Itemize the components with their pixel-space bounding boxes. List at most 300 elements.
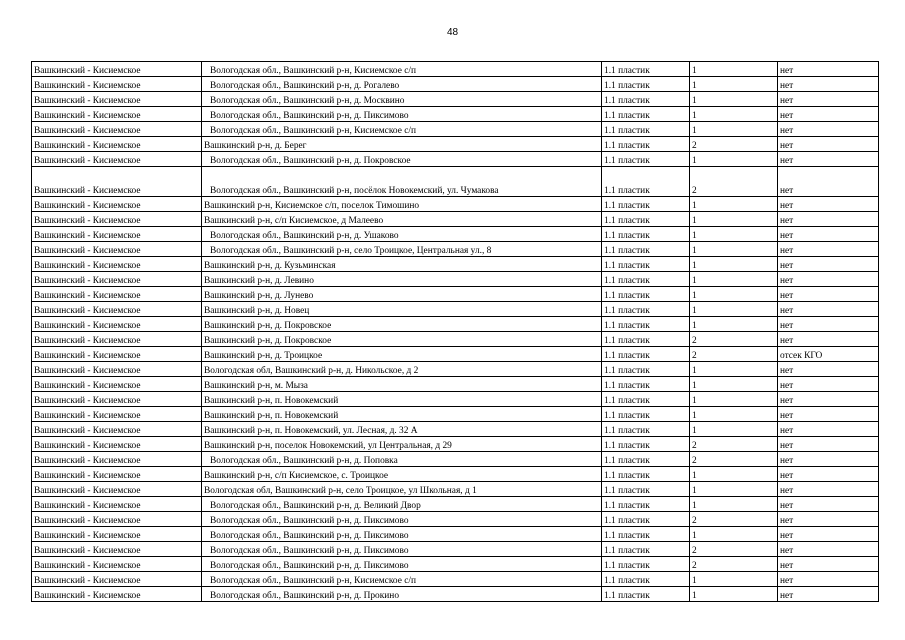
kgo-cell: [778, 407, 879, 422]
container-type-cell: [602, 287, 690, 302]
table-row: [32, 332, 879, 347]
address-cell: [202, 347, 602, 362]
container-count-cell: [690, 467, 778, 482]
district-text: Вашкинский - Кисиемское: [34, 111, 141, 121]
kgo-cell: [778, 212, 879, 227]
district-cell: [32, 197, 202, 212]
container-count-text: 1: [692, 261, 697, 271]
container-count-cell: [690, 122, 778, 137]
container-count-cell: [690, 257, 778, 272]
address-text: Вологодская обл., Вашкинский р-н, д. Москвино: [210, 96, 405, 106]
container-count-cell: [690, 152, 778, 167]
container-count-text: 1: [692, 81, 697, 91]
table-row: [32, 512, 879, 527]
district-cell: [32, 272, 202, 287]
district-text: Вашкинский - Кисиемское: [34, 81, 141, 91]
district-cell: [32, 437, 202, 452]
district-text: Вашкинский - Кисиемское: [34, 456, 141, 466]
container-count-cell: [690, 527, 778, 542]
kgo-cell: [778, 482, 879, 497]
district-text: Вашкинский - Кисиемское: [34, 201, 141, 211]
container-count-text: 1: [692, 381, 697, 391]
district-cell: [32, 62, 202, 77]
district-cell: [32, 512, 202, 527]
container-type-cell: [602, 317, 690, 332]
container-count-cell: [690, 227, 778, 242]
container-count-text: 2: [692, 441, 697, 451]
kgo-cell: [778, 467, 879, 482]
district-cell: [32, 377, 202, 392]
container-type-text: 1.1 пластик: [604, 441, 650, 451]
container-count-text: 1: [692, 111, 697, 121]
district-cell: [32, 482, 202, 497]
district-text: Вашкинский - Кисиемское: [34, 471, 141, 481]
container-type-cell: [602, 212, 690, 227]
district-text: Вашкинский - Кисиемское: [34, 321, 141, 331]
kgo-text: нет: [780, 156, 794, 166]
kgo-text: нет: [780, 126, 794, 136]
container-count-cell: [690, 452, 778, 467]
container-type-cell: [602, 332, 690, 347]
container-count-cell: [690, 332, 778, 347]
kgo-cell: [778, 272, 879, 287]
container-type-cell: [602, 62, 690, 77]
kgo-cell: [778, 317, 879, 332]
page-number: 48: [446, 27, 459, 38]
kgo-text: нет: [780, 531, 794, 541]
address-text: Вологодская обл., Вашкинский р-н, д. Великий Двор: [210, 501, 421, 511]
container-count-text: 1: [692, 576, 697, 586]
address-text: Вологодская обл., Вашкинский р-н, д. Пиксимово: [210, 546, 409, 556]
district-cell: [32, 572, 202, 587]
kgo-text: нет: [780, 546, 794, 556]
address-cell: [202, 167, 602, 197]
container-type-cell: [602, 347, 690, 362]
container-type-text: 1.1 пластик: [604, 186, 650, 196]
container-count-text: 2: [692, 351, 697, 361]
district-text: Вашкинский - Кисиемское: [34, 531, 141, 541]
container-count-text: 1: [692, 306, 697, 316]
address-cell: [202, 332, 602, 347]
address-cell: [202, 257, 602, 272]
container-type-cell: [602, 437, 690, 452]
container-count-text: 1: [692, 156, 697, 166]
table-row: [32, 557, 879, 572]
container-count-text: 1: [692, 201, 697, 211]
kgo-cell: [778, 227, 879, 242]
district-cell: [32, 257, 202, 272]
district-text: Вашкинский - Кисиемское: [34, 516, 141, 526]
district-cell: [32, 527, 202, 542]
container-type-cell: [602, 137, 690, 152]
table-row: [32, 137, 879, 152]
table-row: [32, 242, 879, 257]
container-type-cell: [602, 572, 690, 587]
container-count-text: 1: [692, 276, 697, 286]
district-cell: [32, 77, 202, 92]
kgo-text: нет: [780, 201, 794, 211]
kgo-text: нет: [780, 96, 794, 106]
kgo-cell: [778, 452, 879, 467]
address-text: Вологодская обл., Вашкинский р-н, д. Пиксимово: [210, 111, 409, 121]
district-text: Вашкинский - Кисиемское: [34, 276, 141, 286]
container-type-text: 1.1 пластик: [604, 141, 650, 151]
container-type-text: 1.1 пластик: [604, 201, 650, 211]
address-text: Вашкинский р-н, д. Покровское: [204, 336, 332, 346]
container-type-cell: [602, 362, 690, 377]
district-cell: [32, 347, 202, 362]
container-type-cell: [602, 242, 690, 257]
container-type-text: 1.1 пластик: [604, 351, 650, 361]
kgo-text: нет: [780, 216, 794, 226]
container-count-text: 1: [692, 291, 697, 301]
container-type-cell: [602, 482, 690, 497]
district-cell: [32, 452, 202, 467]
container-type-text: 1.1 пластик: [604, 321, 650, 331]
district-text: Вашкинский - Кисиемское: [34, 96, 141, 106]
container-sites-table: [31, 61, 879, 602]
kgo-cell: [778, 422, 879, 437]
container-count-text: 2: [692, 456, 697, 466]
kgo-text: нет: [780, 231, 794, 241]
district-text: Вашкинский - Кисиемское: [34, 336, 141, 346]
container-type-cell: [602, 92, 690, 107]
district-text: Вашкинский - Кисиемское: [34, 546, 141, 556]
container-type-text: 1.1 пластик: [604, 81, 650, 91]
kgo-cell: [778, 437, 879, 452]
kgo-text: нет: [780, 501, 794, 511]
container-count-cell: [690, 557, 778, 572]
kgo-cell: [778, 527, 879, 542]
container-type-text: 1.1 пластик: [604, 276, 650, 286]
kgo-cell: [778, 572, 879, 587]
container-type-cell: [602, 77, 690, 92]
table-row: [32, 392, 879, 407]
kgo-text: нет: [780, 471, 794, 481]
table-row: [32, 587, 879, 602]
container-type-cell: [602, 392, 690, 407]
district-text: Вашкинский - Кисиемское: [34, 501, 141, 511]
district-cell: [32, 152, 202, 167]
district-cell: [32, 467, 202, 482]
district-cell: [32, 587, 202, 602]
container-count-text: 1: [692, 126, 697, 136]
container-type-text: 1.1 пластик: [604, 531, 650, 541]
container-count-text: 2: [692, 141, 697, 151]
address-cell: [202, 272, 602, 287]
container-type-cell: [602, 587, 690, 602]
container-count-cell: [690, 137, 778, 152]
container-count-cell: [690, 482, 778, 497]
address-cell: [202, 542, 602, 557]
address-text: Вологодская обл., Вашкинский р-н, д. Рогалево: [210, 81, 400, 91]
container-count-cell: [690, 197, 778, 212]
address-text: Вашкинский р-н, д. Троицкое: [204, 351, 323, 361]
address-cell: [202, 92, 602, 107]
kgo-text: нет: [780, 441, 794, 451]
kgo-text: нет: [780, 411, 794, 421]
address-text: Вашкинский р-н, п. Новокемский: [204, 411, 339, 421]
container-count-cell: [690, 212, 778, 227]
address-cell: [202, 482, 602, 497]
district-cell: [32, 362, 202, 377]
container-type-text: 1.1 пластик: [604, 96, 650, 106]
kgo-text: нет: [780, 306, 794, 316]
kgo-cell: [778, 137, 879, 152]
address-text: Вологодская обл., Вашкинский р-н, село Троицкое, Центральная ул., 8: [210, 246, 492, 256]
table-row: [32, 437, 879, 452]
container-count-text: 1: [692, 531, 697, 541]
kgo-cell: [778, 392, 879, 407]
district-cell: [32, 497, 202, 512]
kgo-cell: [778, 287, 879, 302]
container-type-cell: [602, 197, 690, 212]
container-type-cell: [602, 422, 690, 437]
district-text: Вашкинский - Кисиемское: [34, 141, 141, 151]
container-count-cell: [690, 107, 778, 122]
container-type-text: 1.1 пластик: [604, 231, 650, 241]
kgo-cell: [778, 302, 879, 317]
container-type-cell: [602, 497, 690, 512]
address-text: Вашкинский р-н, д. Кузьминская: [204, 261, 336, 271]
container-count-text: 1: [692, 501, 697, 511]
container-type-text: 1.1 пластик: [604, 456, 650, 466]
district-text: Вашкинский - Кисиемское: [34, 216, 141, 226]
district-text: Вашкинский - Кисиемское: [34, 231, 141, 241]
container-count-cell: [690, 587, 778, 602]
kgo-text: нет: [780, 291, 794, 301]
district-text: Вашкинский - Кисиемское: [34, 561, 141, 571]
district-text: Вашкинский - Кисиемское: [34, 156, 141, 166]
container-type-text: 1.1 пластик: [604, 336, 650, 346]
table-body: [32, 62, 879, 602]
kgo-cell: [778, 242, 879, 257]
district-cell: [32, 317, 202, 332]
container-type-cell: [602, 257, 690, 272]
district-text: Вашкинский - Кисиемское: [34, 126, 141, 136]
container-count-cell: [690, 392, 778, 407]
container-count-cell: [690, 362, 778, 377]
address-text: Вашкинский р-н, д. Берег: [204, 141, 307, 151]
container-count-text: 1: [692, 426, 697, 436]
container-count-cell: [690, 92, 778, 107]
district-text: Вашкинский - Кисиемское: [34, 246, 141, 256]
container-count-text: 2: [692, 561, 697, 571]
address-text: Вологодская обл., Вашкинский р-н, д. Пиксимово: [210, 561, 409, 571]
district-text: Вашкинский - Кисиемское: [34, 306, 141, 316]
address-cell: [202, 287, 602, 302]
district-text: Вашкинский - Кисиемское: [34, 186, 141, 196]
kgo-text: нет: [780, 276, 794, 286]
table-row: [32, 527, 879, 542]
address-cell: [202, 497, 602, 512]
container-type-cell: [602, 272, 690, 287]
address-text: Вологодская обл., Вашкинский р-н, Кисиемское с/п: [210, 126, 417, 136]
kgo-cell: [778, 557, 879, 572]
kgo-cell: [778, 167, 879, 197]
container-type-text: 1.1 пластик: [604, 426, 650, 436]
container-type-cell: [602, 407, 690, 422]
address-text: Вологодская обл., Вашкинский р-н, Кисиемское с/п: [210, 66, 417, 76]
container-type-text: 1.1 пластик: [604, 261, 650, 271]
district-text: Вашкинский - Кисиемское: [34, 441, 141, 451]
container-count-cell: [690, 347, 778, 362]
kgo-text: нет: [780, 516, 794, 526]
container-type-cell: [602, 542, 690, 557]
address-text: Вологодская обл., Вашкинский р-н, д. Покровское: [210, 156, 411, 166]
address-cell: [202, 152, 602, 167]
container-type-text: 1.1 пластик: [604, 486, 650, 496]
district-cell: [32, 287, 202, 302]
container-type-cell: [602, 377, 690, 392]
address-text: Вологодская обл., Вашкинский р-н, д. Ушаково: [210, 231, 399, 241]
table-row: [32, 227, 879, 242]
container-count-text: 1: [692, 366, 697, 376]
container-type-text: 1.1 пластик: [604, 576, 650, 586]
table-row: [32, 152, 879, 167]
address-cell: [202, 407, 602, 422]
kgo-cell: [778, 347, 879, 362]
kgo-text: нет: [780, 321, 794, 331]
address-cell: [202, 437, 602, 452]
address-text: Вашкинский р-н, п. Новокемский, ул. Лесная, д. 32 А: [204, 426, 418, 436]
address-cell: [202, 467, 602, 482]
container-type-text: 1.1 пластик: [604, 66, 650, 76]
table-row: [32, 422, 879, 437]
address-text: Вологодская обл., Вашкинский р-н, посёлок Новокемский, ул. Чумакова: [210, 186, 499, 196]
container-count-cell: [690, 77, 778, 92]
container-type-text: 1.1 пластик: [604, 306, 650, 316]
kgo-text: нет: [780, 186, 794, 196]
district-cell: [32, 212, 202, 227]
kgo-text: нет: [780, 486, 794, 496]
table-row: [32, 302, 879, 317]
container-type-text: 1.1 пластик: [604, 381, 650, 391]
container-count-text: 2: [692, 186, 697, 196]
container-count-cell: [690, 302, 778, 317]
container-count-text: 1: [692, 321, 697, 331]
address-text: Вашкинский р-н, д. Левино: [204, 276, 314, 286]
kgo-cell: [778, 77, 879, 92]
table-row: [32, 407, 879, 422]
kgo-text: нет: [780, 426, 794, 436]
container-type-cell: [602, 527, 690, 542]
container-type-text: 1.1 пластик: [604, 591, 650, 601]
kgo-cell: [778, 377, 879, 392]
container-type-cell: [602, 467, 690, 482]
kgo-text: нет: [780, 66, 794, 76]
container-type-text: 1.1 пластик: [604, 471, 650, 481]
container-type-text: 1.1 пластик: [604, 156, 650, 166]
kgo-text: нет: [780, 591, 794, 601]
address-cell: [202, 197, 602, 212]
table-row: [32, 497, 879, 512]
table-row: [32, 167, 879, 197]
district-text: Вашкинский - Кисиемское: [34, 486, 141, 496]
container-count-cell: [690, 572, 778, 587]
container-type-cell: [602, 152, 690, 167]
address-text: Вологодская обл., Вашкинский р-н, д. Прокино: [210, 591, 400, 601]
container-count-cell: [690, 377, 778, 392]
district-cell: [32, 407, 202, 422]
district-text: Вашкинский - Кисиемское: [34, 66, 141, 76]
container-count-cell: [690, 497, 778, 512]
district-text: Вашкинский - Кисиемское: [34, 426, 141, 436]
container-count-text: 1: [692, 471, 697, 481]
address-text: Вашкинский р-н, Кисиемское с/п, поселок Тимошино: [204, 201, 420, 211]
address-cell: [202, 527, 602, 542]
kgo-cell: [778, 62, 879, 77]
table-row: [32, 452, 879, 467]
container-type-cell: [602, 167, 690, 197]
district-text: Вашкинский - Кисиемское: [34, 576, 141, 586]
kgo-text: нет: [780, 396, 794, 406]
container-type-text: 1.1 пластик: [604, 516, 650, 526]
district-text: Вашкинский - Кисиемское: [34, 591, 141, 601]
district-cell: [32, 542, 202, 557]
address-cell: [202, 572, 602, 587]
kgo-cell: [778, 257, 879, 272]
container-count-text: 2: [692, 546, 697, 556]
table-row: [32, 482, 879, 497]
container-count-cell: [690, 317, 778, 332]
container-count-text: 1: [692, 231, 697, 241]
table-row: [32, 377, 879, 392]
district-text: Вашкинский - Кисиемское: [34, 411, 141, 421]
container-type-cell: [602, 227, 690, 242]
kgo-text: нет: [780, 456, 794, 466]
container-type-text: 1.1 пластик: [604, 291, 650, 301]
table-row: [32, 212, 879, 227]
address-text: Вологодская обл., Вашкинский р-н, д. Пиксимово: [210, 516, 409, 526]
table-row: [32, 347, 879, 362]
address-text: Вологодская обл., Вашкинский р-н, Кисиемское с/п: [210, 576, 417, 586]
kgo-cell: [778, 197, 879, 212]
table-row: [32, 542, 879, 557]
container-type-text: 1.1 пластик: [604, 216, 650, 226]
table-row: [32, 362, 879, 377]
container-count-cell: [690, 62, 778, 77]
address-text: Вологодская обл., Вашкинский р-н, д. Поповка: [210, 456, 398, 466]
kgo-cell: [778, 542, 879, 557]
container-count-text: 1: [692, 411, 697, 421]
district-cell: [32, 332, 202, 347]
district-cell: [32, 92, 202, 107]
address-text: Вологодская обл., Вашкинский р-н, д. Пиксимово: [210, 531, 409, 541]
container-count-text: 1: [692, 486, 697, 496]
table-row: [32, 77, 879, 92]
address-cell: [202, 452, 602, 467]
kgo-text: нет: [780, 366, 794, 376]
address-cell: [202, 212, 602, 227]
container-type-cell: [602, 107, 690, 122]
container-type-cell: [602, 302, 690, 317]
address-cell: [202, 77, 602, 92]
container-count-cell: [690, 542, 778, 557]
container-count-text: 1: [692, 216, 697, 226]
table-row: [32, 317, 879, 332]
container-type-text: 1.1 пластик: [604, 411, 650, 421]
address-text: Вашкинский р-н, д. Новец: [204, 306, 310, 316]
container-type-text: 1.1 пластик: [604, 366, 650, 376]
address-cell: [202, 302, 602, 317]
kgo-cell: [778, 92, 879, 107]
district-cell: [32, 242, 202, 257]
container-type-text: 1.1 пластик: [604, 126, 650, 136]
address-cell: [202, 362, 602, 377]
kgo-text: нет: [780, 246, 794, 256]
kgo-text: нет: [780, 576, 794, 586]
